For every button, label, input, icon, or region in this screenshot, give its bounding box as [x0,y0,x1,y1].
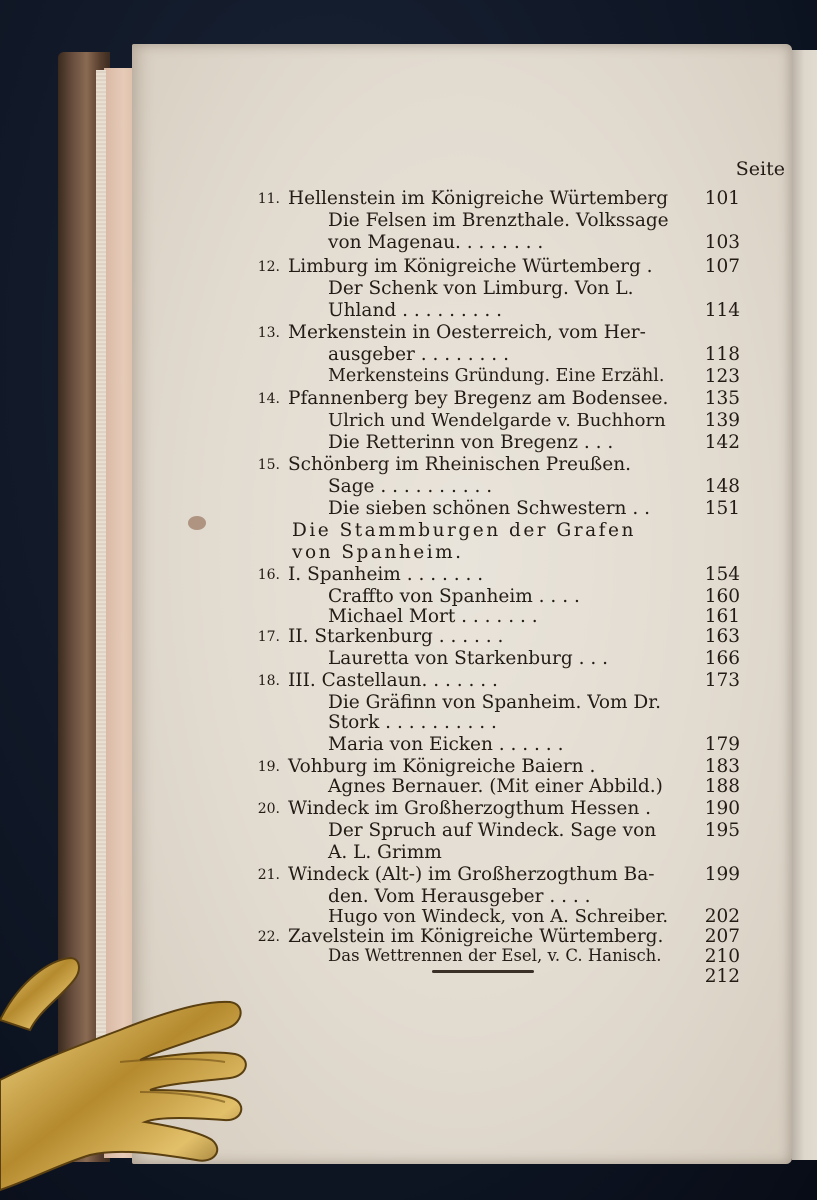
toc-entry [140,454,780,478]
toc-entry [140,864,780,888]
toc-entry [140,476,780,500]
toc-entry-title: Vohburg im Königreiche Baiern . [288,756,596,777]
toc-entry [140,256,780,280]
toc-entry-title: von Spanheim. [292,542,464,563]
toc-page-number: 151 [704,498,740,519]
toc-entry-title: den. Vom Herausgeber . . . . [328,886,591,907]
table-of-contents [140,0,785,1000]
toc-page-number: 114 [704,300,740,321]
toc-page-number: 179 [704,734,740,755]
toc-page-number: 118 [704,344,740,365]
toc-entry [140,278,780,302]
toc-entry [140,842,780,866]
toc-page-number: 190 [704,798,740,819]
toc-page-number: 212 [704,966,740,987]
toc-entry [140,366,780,390]
toc-entry-title: Der Schenk von Limburg. Von L. [328,278,634,299]
page-column-header: Seite [735,158,785,180]
toc-page-number: 123 [704,366,740,387]
toc-page-number: 142 [704,432,740,453]
toc-entry-title: Der Spruch auf Windeck. Sage von [328,820,657,841]
toc-entry-title: Zavelstein im Königreiche Würtemberg. [288,926,664,947]
toc-page-number: 166 [704,648,740,669]
toc-entry [140,542,780,566]
toc-entry-title: III. Castellaun. . . . . . . [288,670,498,691]
toc-entry [140,648,780,672]
toc-entry-title: Michael Mort . . . . . . . [328,606,538,627]
toc-entry [140,776,780,800]
toc-page-number: 154 [704,564,740,585]
toc-entry-title: Uhland . . . . . . . . . [328,300,503,321]
toc-entry-number: 13. [257,325,280,341]
toc-entry [140,798,780,822]
toc-page-number: 210 [704,946,740,967]
toc-entry-title: Merkensteins Gründung. Eine Erzähl. [328,366,665,386]
toc-page-number: 202 [704,906,740,927]
toc-entry-title: Hellenstein im Königreiche Würtemberg [288,188,669,209]
toc-entry-number: 20. [257,801,280,817]
toc-entry-title: Das Wettrennen der Esel, v. C. Hanisch. [328,946,662,965]
toc-entry-title: Hugo von Windeck, von A. Schreiber. [328,906,669,927]
toc-entry-number: 18. [257,673,280,689]
toc-page-number: 148 [704,476,740,497]
toc-entry-title: Sage . . . . . . . . . . [328,476,493,497]
toc-entry [140,388,780,412]
toc-entry-number: 22. [257,929,280,945]
toc-entry-title: Agnes Bernauer. (Mit einer Abbild.) [328,776,663,797]
toc-entry [140,410,780,434]
toc-entry-title: Stork . . . . . . . . . . [328,712,497,733]
toc-entry [140,432,780,456]
toc-entry-title: Maria von Eicken . . . . . . [328,734,564,755]
toc-page-number: 195 [704,820,740,841]
toc-entry-number: 11. [257,191,280,207]
toc-entry-title: II. Starkenburg . . . . . . [288,626,504,647]
toc-page-number: 199 [704,864,740,885]
toc-entry-title: Pfannenberg bey Bregenz am Bodensee. [288,388,669,409]
toc-entry-title: Craffto von Spanheim . . . . [328,586,580,607]
closing-rule [432,970,534,973]
toc-entry [140,322,780,346]
toc-page-number: 188 [704,776,740,797]
toc-page-number: 173 [704,670,740,691]
toc-page-number: 207 [704,926,740,947]
toc-page-number: 139 [704,410,740,431]
brass-hand-page-holder [0,950,260,1200]
toc-entry [140,300,780,324]
toc-entry-title: Merkenstein in Oesterreich, vom Her- [288,322,646,343]
toc-page-number: 107 [704,256,740,277]
toc-page-number: 103 [704,232,740,253]
toc-page-number: 163 [704,626,740,647]
toc-entry-title: I. Spanheim . . . . . . . [288,564,484,585]
toc-entry-title: Windeck im Großherzogthum Hessen . [288,798,652,819]
toc-entry-number: 17. [257,629,280,645]
toc-entry-title: Ulrich und Wendelgarde v. Buchhorn [328,410,666,431]
toc-entry-title: Limburg im Königreiche Würtemberg . [288,256,653,277]
toc-entry [140,712,780,736]
toc-entry-title: von Magenau. . . . . . . . [328,232,544,253]
toc-entry-title: A. L. Grimm [328,842,442,863]
toc-page-number: 183 [704,756,740,777]
toc-entry-number: 21. [257,867,280,883]
toc-entry-title: Schönberg im Rheinischen Preußen. [288,454,632,475]
toc-entry-title: Windeck (Alt-) im Großherzogthum Ba- [288,864,655,885]
toc-page-number: 135 [704,388,740,409]
toc-entry-number: 14. [257,391,280,407]
toc-entry [140,188,780,212]
toc-entry [140,210,780,234]
toc-entry [140,520,780,544]
toc-entry [140,344,780,368]
toc-entry-title: Die Felsen im Brenzthale. Volkssage [328,210,669,231]
toc-entry-number: 16. [257,567,280,583]
toc-entry-number: 19. [257,759,280,775]
toc-entry [140,734,780,758]
toc-entry-title: Die Gräfinn von Spanheim. Vom Dr. [328,692,661,713]
facing-page-edge [792,50,817,1160]
toc-entry-title: Lauretta von Starkenburg . . . [328,648,608,669]
toc-entry [140,498,780,522]
toc-page-number: 160 [704,586,740,607]
toc-entry [140,820,780,844]
toc-page-number: 101 [704,188,740,209]
toc-entry-number: 12. [257,259,280,275]
toc-entry-title: Die sieben schönen Schwestern . . [328,498,650,519]
toc-page-number: 161 [704,606,740,627]
toc-entry-number: 15. [257,457,280,473]
toc-entry-title: Die Retterinn von Bregenz . . . [328,432,614,453]
toc-entry [140,232,780,256]
toc-entry [140,564,780,588]
toc-entry [140,670,780,694]
toc-entry-title: Die Stammburgen der Grafen [292,520,636,541]
toc-entry-title: ausgeber . . . . . . . . [328,344,509,365]
toc-entry [140,626,780,650]
